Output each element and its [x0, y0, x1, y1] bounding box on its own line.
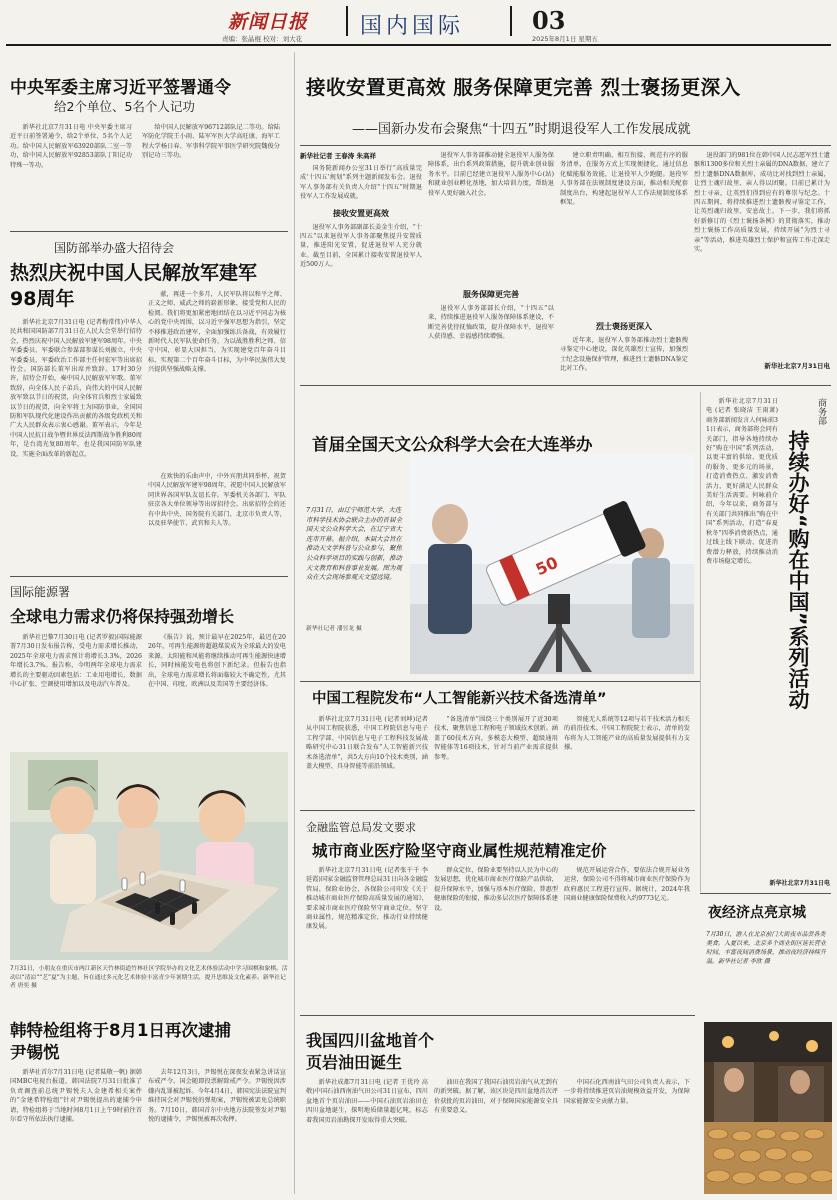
telescope-photo-image	[410, 454, 694, 674]
masthead-divider-2	[510, 6, 512, 36]
story-c-col2	[148, 633, 286, 743]
lead-end-credit: 新华社北京7月31日电	[764, 362, 830, 370]
lead-col3b-text: 近年来，退役军人事务部推动烈士遗骸搜寻鉴定中心建设，深化英雄烈士宣传，加强烈士纪念设施保护管理，推进烈士遗骸DNA鉴定比对工作。	[560, 337, 688, 373]
ai-col3	[564, 715, 690, 805]
story-b-col1	[10, 318, 142, 564]
finance-kicker: 金融监管总局发文要求	[306, 821, 416, 834]
oil-photo	[560, 1022, 698, 1074]
shop-text-body: 新华社北京7月31日电 (记者 张晓洁 王雨萧)商务部新闻发言人何咏前31日表示，商务部将会同有关部门，指导各地持续办好“购在中国”系列活动，以更丰富的供给、更优质的服务、更多元的场景，打造消费热点、激发消费活力，更好满足人民群众美好生活需要。何咏前介绍，今年以来，商务部与有关部门共同推出“购在中国”系列活动，打造“春夏秋冬”四季消费新热点，通过线上线下联动，促进消费潜力释放，持续推动消费市场稳定增长。	[706, 398, 778, 565]
story-d-col1-text: 新华社首尔7月31日电 (记者陆敬一帆) 据韩国MBC电视台报道，韩国法院7月31日批准了负责调查前总统尹锡悦夫人金建希相关案件的“金建希特检组”针对尹锡悦提出的逮捕令申请，特检组将于当地时间8月1日上午9时前往首尔看守所依法执行逮捕。	[10, 1069, 142, 1124]
lead-col4	[694, 151, 830, 377]
lead-col2	[428, 151, 554, 377]
rule-shop	[700, 893, 831, 894]
masthead-divider-1	[346, 6, 348, 36]
lead-col4-text: 退役部门的981位在韩中国人民志愿军烈士遗骸和1300多位和关烈士亲属的DNA数据，建立了烈士遗骸DNA数据库，成功比对找到烈士亲属，让烈士魂归故里、亲人得以团聚。目前已累计为烈士寻亲，让英烈们得到应有的尊崇与纪念。十四五期间，将持续推进烈士遗骸搜寻鉴定工作，让英烈魂归故里、安息故土。下一步，我们将抓好新修订的《烈士褒扬条例》的贯彻落实，推动烈士褒扬工作高质量发展，持续开展“为烈士寻亲”等活动，推进英雄烈士保护和宣传工作走深走实。	[694, 152, 830, 254]
issue-date: 2025年8月1日 星期五	[532, 35, 598, 43]
column-divider-right	[700, 392, 701, 892]
ai-headline: 中国工程院发布“人工智能新兴技术备选清单”	[312, 691, 607, 707]
story-b-headline: 热烈庆祝中国人民解放军建军98周年	[10, 262, 258, 310]
masthead-rule	[6, 44, 831, 46]
lead-byline: 新华社记者 王春涛 朱高祥	[300, 152, 377, 160]
oil-photo-image	[560, 1022, 698, 1074]
lead-headline: 接收安置更高效 服务保障更完善 烈士褒扬更深入	[306, 76, 741, 99]
astro-text: 7月31日，由辽宁师范大学、大连市科学技术协会联合主办的首届全国天文公众科学大会，在辽宁省大连市开幕。据介绍，本届大会旨在推动天文学科普与公众参与，聚焦公众科学项目的实践与创新，推动天文教育和科普事业发展。图为观众在大会现场参观天文望远镜。	[306, 506, 402, 582]
story-c-kicker: 国际能源署	[10, 585, 71, 599]
lead-rule	[300, 145, 831, 146]
oil-col3	[564, 1078, 690, 1194]
svg-text:50: 50	[532, 552, 561, 580]
finance-col1-text: 新华社北京7月31日电 (记者张千千 李延霞)国家金融监督管理总局31日向各金融监管局，保险业协会，各保险公司印发《关于推动城市商业医疗保险高质量发展的通知》，要求城市商业医疗保险坚守商业定位，坚守商业属性，规范精准定价，推动行业持续健康发展。	[306, 867, 428, 931]
story-a-subheadline: 给2个单位、5名个人记功	[54, 99, 195, 114]
astro-headline: 首届全国天文公众科学大会在大连举办	[312, 435, 593, 454]
ai-col1-text: 新华社北京7月31日电 (记者刘坤)记者从中国工程院获悉，中国工程院信息与电子工程学部、中国信息与电子工程科技发展战略研究中心31日联合发布“人工智能新兴技术备选清单”，共5大方向10个技术类别，涵盖大模型、具身智能等前沿领域。	[306, 716, 428, 771]
finance-col3-text: 规范开展运营合作，要依法合规开展业务运营，保险公司不得将城市商业医疗保险作为政府惠民工程进行宣传。据统计，2024年我国商业健康保险保费收入约9773亿元。	[564, 867, 690, 903]
finance-col1	[306, 866, 428, 1000]
shop-text	[706, 397, 778, 887]
lead-col3	[560, 151, 688, 377]
story-d-col1	[10, 1068, 142, 1194]
telescope-photo	[410, 454, 694, 674]
finance-col2	[434, 866, 558, 1000]
shop-headline: 持续办好“购在中国”系列活动	[786, 430, 810, 710]
story-c-headline: 全球电力需求仍将保持强劲增长	[10, 607, 235, 626]
story-c-col2-text: 《报告》说，预计最早在2025年，最迟在2026年，可再生能源将超越煤炭成为全球最大的发电来源。太阳能和风能将继续推动可再生能源快速增长，同时核能发电也将创下新纪录。但报告也指出，全球电力需求增长将面临较大不确定性，尤其在中国、印度、欧洲以及美国等主要经济体。	[148, 634, 286, 689]
rule-ai	[300, 810, 695, 811]
lead-subheadline: ——国新办发布会聚焦“十四五”时期退役军人工作发展成就	[352, 122, 691, 137]
lead-subhead-3: 烈士褒扬更深入	[596, 321, 652, 331]
ai-col1	[306, 715, 428, 805]
lead-col1	[300, 151, 422, 377]
story-a-headline: 中央军委主席习近平签署通令	[10, 78, 231, 98]
story-b-col1-text: 新华社北京7月31日电 (记者梅常伟)中华人民共和国国防部7月31日在人民大会堂举行招待会，热烈庆祝中国人民解放军建军98周年。中央军委委员、军委联合参谋部参谋长刘振立，中央军委委员、军委政治工作部主任何宏军等出席招待会。国防部长董军出席并致辞。17时30分许，招待会开始，奏中国人民解放军军歌。董军致辞，向全体人民子弟兵，向伟大的中国人民解放军致以节日的祝贺，向全体官兵和烈士家属致以节日的祝贺，向全军将士为国防事业，全国国防和军队现代化建设作出贡献的各级党政机关和广大人民群众表示衷心感谢。董军表示，今年是中国人民抗日战争暨世界反法西斯战争胜利80周年，是台湾光复80周年，也是我国国防军队建设，实施全面改革的新起点。	[10, 319, 142, 458]
story-a-col2-text: 给中国人民解放军96712部队记二等功。给陆军防化学院王小雨、陆军军医大学高旺康、海军工程大学杨日春、军事科学院军事医学研究院魏俊分别记功三等功。	[142, 124, 280, 160]
story-b-col3-box	[148, 472, 286, 564]
story-c-col1-text: 新华社巴黎7月30日电 (记者罗毅)国际能源署7月30日发布报告称，受电力需求增长推动，2025年全球电力需求预计将增长3.3%，2026年增长3.7%。报告称，今明两年全球电力需求增长的主要驱动因素包括：工业用电增长、数据中心扩张、空调使用增加以及电动汽车普及。	[10, 634, 142, 689]
night-market-photo	[704, 1022, 832, 1194]
editors-line: 责编：张晶棍 校对：刘大花	[222, 35, 303, 43]
story-b-col2-text: 献，再进一个多月，人民军队将以和平之师、正义之师、威武之师的崭新形象，接受党和人民的检阅。我们将更加紧密地团结在以习近平同志为核心的党中央周围，以习近平强军思想为指引，坚定不移推进政治建军，全面加强练兵备战，有效履行新时代人民军队使命任务，为以战胜胜利之师、信守中国，彰显大国担当，为实现建党百年奋斗目标、实现第二个百年奋斗目标，为中华民族伟大复兴提供坚强战略支撑。	[148, 291, 286, 374]
rule-astro	[300, 681, 700, 682]
column-divider-left	[294, 52, 295, 1194]
oil-col1-text: 新华社成都7月31日电 (记者 王优玲 高敬)中国石油西南油气田公司31日宣布，四川盆地首个页岩油田——中国石油页岩油田在四川盆地诞生，探明地质储量超亿吨，标志着我国页岩油勘探开发取得重大突破。	[306, 1079, 428, 1124]
oil-col2-text: 油田在我国了我国石油页岩油气从无到有的新突破。据了解，该区块是四川盆地首次评价获批的页岩油田，对于保障国家能源安全具有重要意义。	[434, 1079, 558, 1115]
ai-col2-text: “备选清单”围绕三个类别展开了近30项技术，聚焦信息工程和电子领域技术创新。涵盖了60技术方向，多模态大模型、超级通用智能体等16项技术，针对当前产业需求提供参考。	[434, 716, 558, 761]
finance-headline: 城市商业医疗险坚守商业属性规范精准定价	[312, 842, 607, 860]
night-market-photo-image	[704, 1022, 832, 1194]
rule-lead	[300, 385, 831, 386]
astro-credit: 新华社记者 潘昱龙 摄	[306, 626, 362, 632]
lead-subhead-2: 服务保障更完善	[463, 289, 519, 299]
story-b-col3-text: 在欢快的乐曲声中，中外宾朋共同举杯，祝贺中国人民解放军建军98周年，祝愿中国人民解放军同世界各国军队友谊长存。军委机关各部门、军队驻京各大单位领导等出席招待会。出席招待会的还有中共中央、国务院有关部门、北京市负责人等，以及驻华使节、武官和夫人等。	[148, 473, 286, 528]
chess-photo-caption: 7月31日，小朋友在重庆市两江新区天竹林街道竹林社区学院举办的文化艺术体验活动中学习围棋和象棋。活动以“清凉”“艺”夏”为主题，旨在通过多元化艺术体验丰富青少年暑期生活，提升思维及文化素养。新华社记者 唐奕 摄	[10, 966, 288, 990]
chess-photo	[10, 752, 288, 960]
shop-kicker: 商务部	[816, 398, 826, 425]
lead-col1-text: 国务院新闻办公室31日举行“高质量完成‘十四五’规划”系列主题新闻发布会。退役军人事务部有关负责人介绍“十四五”时期退役军人工作发展成就。	[300, 165, 422, 201]
oil-col2	[434, 1078, 558, 1194]
ai-col3-text: 智能无人系统等12项与若干技术活力相关的前沿技术。中国工程院院士表示，清单的发布将为人工智能产业的高质量发展提供有力支撑。	[564, 716, 690, 752]
oil-headline: 我国四川盆地首个页岩油田诞生	[306, 1031, 435, 1072]
oil-col3-text: 中国石化西南油气田公司负责人表示，下一步将持续推进页岩油规模效益开发，为保障国家能源安全贡献力量。	[564, 1079, 690, 1105]
lead-col1b-text: 退役军人事务部副部长姜金生介绍，“十四五”以来退役军人事务部聚焦提升安置质量，推进阳光安置，促进退役军人充分就业。截至目前，全国累计接收安置退役军人近500万人。	[300, 223, 422, 269]
masthead	[0, 0, 837, 44]
story-a-col1	[10, 123, 132, 195]
story-c-col1	[10, 633, 142, 743]
lead-col2b-text: 退役军人事务部部长介绍，“十四五”以来，持续推进退役军人服务保障体系建设，不断完善优待抚恤政策，提升保障水平，退役军人获得感、幸福感持续增强。	[428, 305, 554, 341]
lead-col2-text: 退役军人事务部推动健全退役军人服务保障体系，出台系列政策措施，提升就业创业服务水平。目前已经建立退役军人服务中心(站)和就业创业孵化基地，加大培训力度，帮助退役军人更好融入社会。	[428, 152, 554, 197]
story-d-col2	[148, 1068, 286, 1194]
newspaper-logo: 新闻日报	[228, 11, 309, 33]
story-d-headline: 韩特检组将于8月1日再次逮捕尹锡悦	[10, 1021, 231, 1062]
story-a-col1-text: 新华社北京7月31日电 中央军委主席习近平日前签署通令，给2个单位、5名个人记功。给中国人民解放军63920部队二室一等功，给中国人民解放军92853部队丁阳记功特殊一等功。	[10, 124, 132, 169]
shop-text-2	[784, 720, 830, 880]
rule-a	[10, 231, 288, 232]
chess-photo-image	[10, 752, 288, 960]
story-b-kicker: 国防部举办盛大招待会	[54, 241, 175, 255]
story-d-col2-text: 去年12月3日，尹锡悦在深夜发表紧急讲话宣布戒严令。国会随即投票解除戒严令。尹锡悦因涉嫌内乱罪被起诉。今年4月4日，韩国宪法法院宣判维持国会对尹锡悦的弹劾案，尹锡悦被罢免总统职务。7月10日，韩国首尔中央地方法院签发对尹锡悦的逮捕令，尹锡悦被再次收押。	[148, 1069, 286, 1124]
ai-col2	[434, 715, 558, 805]
finance-col2-text: 群众定位，保险业要坚持以人民为中心的发展思想，优化城市商业医疗保险产品供给，提升保障水平，加强与基本医疗保险、普惠型健康保险的衔接，推动多层次医疗保障体系建设。	[434, 867, 558, 912]
finance-col3	[564, 866, 690, 1000]
section-title: 国内国际	[360, 14, 465, 39]
lead-subhead-1: 接收安置更高效	[333, 207, 389, 218]
lead-col3-text: 建立职责明确、相互衔接、规范有序的服务清单，在服务方式上实现便捷化，通过信息化赋能服务效能，让退役军人少跑腿。退役军人事务部在法规制度建设方面，推动相关配套制度出台，构建起退役军人工作法规制度体系框架。	[560, 152, 688, 207]
page-number: 03	[532, 6, 566, 35]
rule-b	[10, 576, 288, 577]
night-headline: 夜经济点亮京城	[708, 905, 806, 921]
night-caption: 7月30日，游人在北京前门大街夜市品尝各类美食。入夏以来，北京多个商业街区延长营业时间，丰富夜间消费场景，推动夜经济持续升温。新华社记者 李欣 摄	[706, 931, 827, 965]
shop-end-credit: 新华社北京7月31日电	[769, 880, 830, 887]
oil-col1	[306, 1078, 428, 1194]
story-a-col2	[142, 123, 280, 195]
rule-finance	[300, 1015, 695, 1016]
